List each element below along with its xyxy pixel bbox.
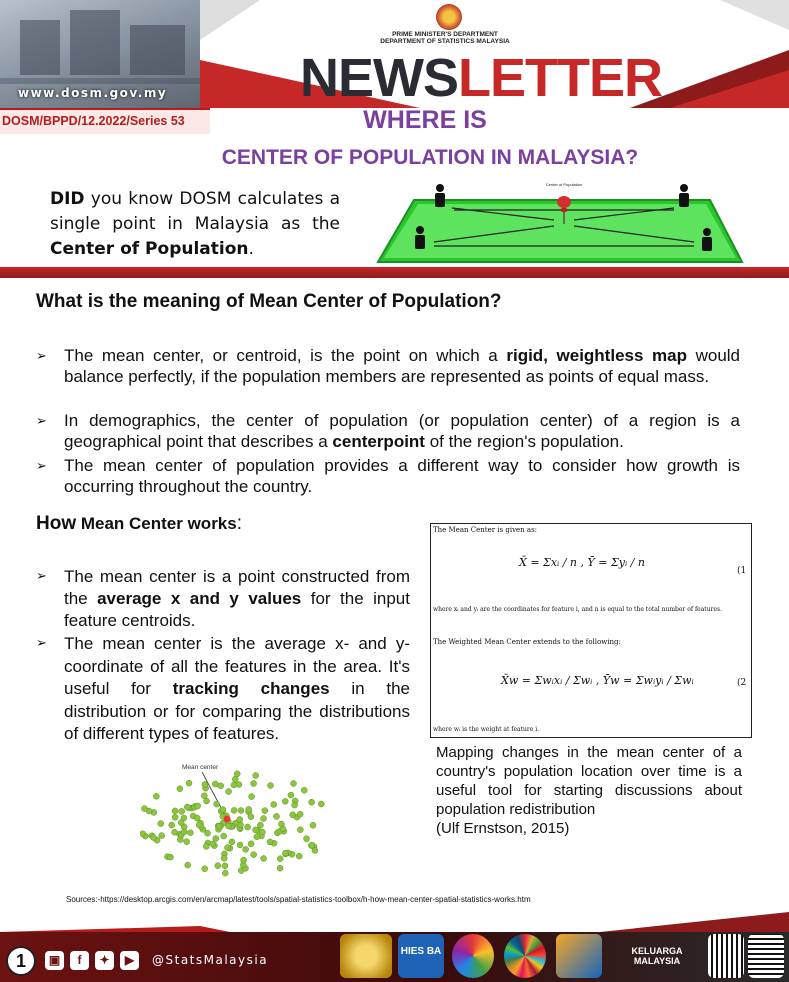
mean-center-scatter [140, 755, 370, 905]
section2-bullet: The mean center is the average x- and y-coordinate of all the features in the area. It's useful for tracking changes in the distribution or for comparing the distributions of different types of features. [64, 634, 411, 743]
scatter-point [225, 823, 231, 829]
formula-given: The Mean Center is given as: [433, 526, 538, 534]
scatter-point [249, 794, 255, 800]
scatter-point [253, 773, 259, 779]
scatter-point [310, 822, 316, 828]
scatter-point [283, 850, 289, 856]
scatter-point [268, 783, 274, 789]
scatter-point [167, 854, 173, 860]
bullet-arrow-icon: ➢ [36, 635, 47, 650]
department-line1: PRIME MINISTER'S DEPARTMENT [392, 31, 498, 38]
scatter-point [237, 842, 243, 848]
scatter-point [297, 827, 303, 833]
title-line2: CENTER OF POPULATION IN MALAYSIA? [221, 146, 639, 169]
section1-bullet: The mean center, or centroid, is the point on which a rigid, weightless map would balance perfectly, if the population members are represented as points of equal mass. [64, 346, 740, 386]
scatter-point [231, 782, 237, 788]
scatter-point [277, 865, 283, 871]
scatter-points [140, 771, 324, 876]
scatter-point [187, 830, 193, 836]
scatter-point [253, 827, 259, 833]
intro-bold: Center of Population [50, 239, 249, 259]
bullet-arrow-icon: ➢ [36, 568, 47, 583]
scatter-point [251, 852, 257, 858]
scatter-point [238, 808, 244, 814]
scatter-point [169, 822, 175, 828]
scatter-point [248, 841, 254, 847]
formula-eq1: X̄ = Σxᵢ / n , Ȳ = Σyᵢ / n [519, 556, 645, 569]
section1-bullet: The mean center of population provides a different way to consider how growth is occurring throughout the country. [64, 456, 740, 496]
scatter-point [172, 814, 178, 820]
scatter-point [214, 801, 220, 807]
qr-code-2[interactable] [748, 934, 784, 978]
scatter-point [222, 863, 228, 869]
formula-weighted: The Weighted Mean Center extends to the following: [433, 638, 621, 646]
scatter-point [218, 783, 224, 789]
scatter-point [186, 780, 192, 786]
section1-heading [36, 291, 502, 313]
section2-heading-colon: : [236, 513, 242, 534]
scatter-point [195, 803, 201, 809]
scatter-point [232, 776, 238, 782]
social-handle[interactable]: @StatsMalaysia [152, 953, 269, 967]
title-line1: WHERE IS [363, 106, 487, 134]
scatter-point [205, 830, 211, 836]
section2-heading-rest: Mean Center works [76, 514, 237, 533]
bullet-arrow-icon: ➢ [36, 348, 47, 363]
scatter-point [243, 846, 249, 852]
formula-box [430, 523, 752, 738]
website-url[interactable]: www.dosm.gov.my [18, 86, 168, 100]
scatter-point [291, 781, 297, 787]
intro-period: . [248, 239, 254, 259]
section2-heading-bold: How [36, 513, 77, 534]
scatter-point [241, 857, 247, 863]
scatter-point [158, 821, 164, 827]
bullet-arrow-icon: ➢ [36, 413, 47, 428]
scatter-point [290, 812, 296, 818]
keluarga-malaysia-logo: KELUARGA MALAYSIA [631, 946, 683, 966]
scatter-point [210, 841, 216, 847]
hies-logo: HIES BA [398, 934, 444, 978]
intro-paragraph [50, 187, 340, 262]
scatter-point [234, 771, 240, 777]
scatter-point [184, 839, 190, 845]
scatter-point [221, 855, 227, 861]
scatter-point [222, 870, 228, 876]
scatter-point [277, 856, 283, 862]
scatter-point [245, 824, 251, 830]
bullet-arrow-icon: ➢ [36, 458, 47, 473]
scatter-point [259, 829, 265, 835]
scatter-point [194, 815, 200, 821]
scatter-point [297, 811, 303, 817]
page-number: 1 [6, 946, 36, 976]
scatter-point [309, 799, 315, 805]
scatter-point [215, 863, 221, 869]
scatter-point [141, 806, 147, 812]
section1-heading-rest: is the meaning of Mean Center of Population? [82, 291, 502, 312]
caption-text: Mapping changes in the mean center of a country's population location over time is a useful tool for starting discussions about population redistribution [436, 744, 742, 818]
scatter-point [301, 787, 307, 793]
scatter-point [185, 862, 191, 868]
section2-bullet: The mean center is a point constructed from the average x and y values for the input feature centroids. [64, 567, 410, 630]
scatter-point [216, 823, 222, 829]
scatter-point [292, 802, 298, 808]
qr-code[interactable] [708, 934, 744, 978]
mean-center-point [224, 816, 231, 823]
scatter-point [267, 839, 273, 845]
scatter-point [225, 845, 231, 851]
scatter-point [288, 792, 294, 798]
scatter-point [226, 789, 232, 795]
facebook-icon[interactable]: f [70, 951, 89, 970]
scatter-point [248, 814, 254, 820]
scatter-point [312, 848, 318, 854]
scatter-point [202, 781, 208, 787]
formula-eq1-num: (1 [737, 566, 747, 576]
scatter-point [179, 808, 185, 814]
newsletter-letter: LETTER [458, 48, 662, 108]
scatter-point [261, 856, 267, 862]
section2-heading [36, 513, 242, 535]
newsletter-title [300, 48, 662, 108]
divider-band [0, 267, 789, 278]
scatter-point [309, 842, 315, 848]
formula-where2: where wᵢ is the weight at feature i. [433, 726, 540, 733]
scatter-point [172, 829, 178, 835]
sdg-logo [504, 934, 546, 978]
scatter-point [254, 834, 260, 840]
intro-text: you know DOSM calculates a single point in Malaysia as the [50, 189, 340, 234]
scatter-point [212, 781, 218, 787]
formula-where1: where xᵢ and yᵢ are the coordinates for feature i, and n is equal to the total number of features. [433, 606, 722, 613]
scatter-point [318, 801, 324, 807]
scatter-point [153, 793, 159, 799]
scatter-point [203, 843, 209, 849]
scatter-point [271, 802, 277, 808]
youtube-icon[interactable]: ▶ [120, 951, 139, 970]
scatter-point [231, 807, 237, 813]
scatter-point [304, 836, 310, 842]
scatter-point [196, 822, 202, 828]
scatter-point [246, 806, 252, 812]
scatter-point [140, 831, 146, 837]
twitter-icon[interactable]: ✦ [95, 951, 114, 970]
mean-center-label: Mean center [182, 764, 219, 771]
scatter-point [237, 817, 243, 823]
scatter-point [172, 808, 178, 814]
department-line2: DEPARTMENT OF STATISTICS MALAYSIA [380, 38, 510, 45]
section1-bullet: In demographics, the center of population (or population center) of a region is a geographical point that describes a centerpoint of the region's population. [64, 411, 740, 451]
partner-logo [556, 934, 602, 978]
scatter-point [184, 804, 190, 810]
scatter-point [221, 833, 227, 839]
newsletter-news: NEWS [300, 48, 458, 108]
scatter-point [282, 798, 288, 804]
formula-eq2-num: (2 [737, 678, 747, 688]
series-label: DOSM/BPPD/12.2022/Series 53 [2, 114, 185, 128]
caption-cite: (Ulf Ernstson, 2015) [436, 820, 570, 837]
scatter-point [261, 816, 267, 822]
scatter-point [262, 808, 268, 814]
malaysia-crest-icon [436, 4, 462, 30]
instagram-icon[interactable]: ▣ [45, 951, 64, 970]
dosm-anniversary-logo [340, 934, 392, 978]
series-tag [0, 108, 210, 134]
scatter-point [220, 807, 226, 813]
section1-heading-bold: What [36, 291, 83, 312]
scatter-point [229, 839, 235, 845]
scatter-point [280, 826, 286, 832]
census-logo [452, 934, 494, 978]
scatter-point [159, 833, 165, 839]
sources[interactable]: Sources:-https://desktop.arcgis.com/en/arcmap/latest/tools/spatial-statistics-toolbox/h-how-mean-center-spatial-statistics-works.htm [66, 895, 531, 904]
caption [436, 743, 742, 838]
scatter-point [274, 813, 280, 819]
intro-did: DID [50, 189, 85, 209]
scatter-point [178, 820, 184, 826]
formula-eq2: X̄w = Σwᵢxᵢ / Σwᵢ , Ȳw = Σwᵢyᵢ / Σwᵢ [501, 674, 694, 687]
scatter-point [177, 786, 183, 792]
center-of-population-illustration [374, 180, 750, 266]
scatter-point [251, 781, 257, 787]
pin-label: Center of Population [545, 182, 583, 187]
scatter-point [213, 836, 219, 842]
scatter-point [296, 853, 302, 859]
scatter-point [202, 866, 208, 872]
scatter-point [151, 835, 157, 841]
scatter-point [204, 798, 210, 804]
